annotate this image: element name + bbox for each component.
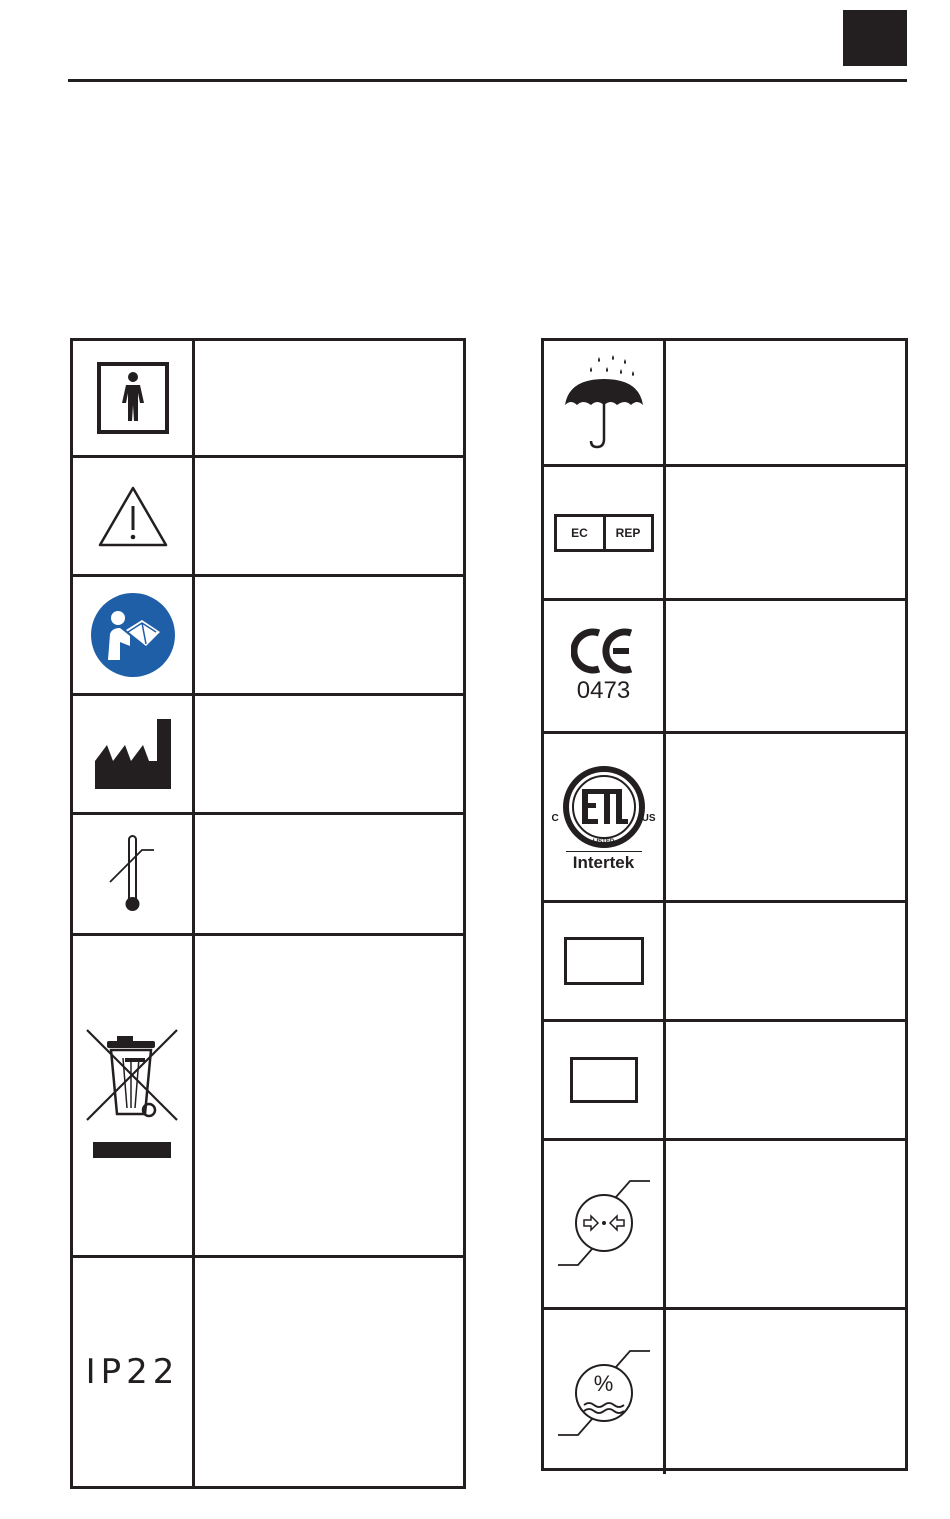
ec-rep-ec-label: EC — [557, 517, 606, 549]
notified-body-number: 0473 — [576, 677, 631, 704]
symbols-table-right — [541, 338, 908, 1471]
symbol-row — [544, 1141, 905, 1310]
symbol-description — [666, 341, 905, 464]
humidity-percent-label: % — [593, 1371, 614, 1396]
symbols-table-left — [70, 338, 466, 1489]
ec-rep-rep-label: REP — [615, 525, 641, 540]
symbol-row — [73, 815, 463, 936]
etl-rule — [566, 851, 642, 852]
weee-crossed-bin-icon — [83, 1028, 183, 1164]
intertek-label: Intertek — [572, 853, 635, 872]
symbol-row — [544, 467, 905, 601]
header-rule — [68, 79, 907, 82]
symbol-row — [544, 341, 905, 467]
symbol-description — [666, 903, 905, 1019]
symbol-description — [666, 1141, 905, 1307]
symbol-description — [666, 601, 905, 731]
symbol-row — [544, 1310, 905, 1474]
symbol-row — [544, 1022, 905, 1141]
blank-box-icon — [564, 937, 644, 985]
etl-us-label: US — [641, 813, 656, 824]
read-manual-icon — [90, 592, 176, 678]
bf-applied-part-icon — [96, 361, 170, 435]
etl-listed-label: LISTED — [592, 839, 615, 845]
symbol-row — [544, 601, 905, 734]
symbol-cell — [73, 696, 195, 812]
etl-c-label: C — [551, 813, 559, 824]
etl-listed-icon — [551, 765, 656, 872]
symbol-row — [73, 458, 463, 577]
symbol-cell — [73, 815, 195, 933]
ce-mark-icon — [571, 627, 637, 675]
symbol-description — [195, 1258, 463, 1486]
symbol-cell — [544, 734, 666, 900]
symbol-row — [73, 936, 463, 1258]
symbol-description — [666, 1022, 905, 1138]
keep-dry-umbrella-icon — [559, 353, 649, 453]
symbol-cell — [544, 341, 666, 464]
symbol-description — [195, 696, 463, 812]
symbol-row — [73, 696, 463, 815]
symbol-cell — [544, 601, 666, 731]
symbol-cell — [544, 1022, 666, 1138]
symbol-row — [73, 1258, 463, 1486]
symbol-cell — [73, 577, 195, 693]
symbol-row — [544, 903, 905, 1022]
symbol-description — [195, 936, 463, 1255]
pressure-limit-icon — [556, 1179, 652, 1269]
symbol-description — [195, 815, 463, 933]
symbol-cell — [544, 1141, 666, 1307]
symbol-row — [544, 734, 905, 903]
symbol-cell — [73, 458, 195, 574]
temperature-limit-icon — [108, 834, 158, 914]
symbol-description — [666, 1310, 905, 1474]
symbol-description — [195, 341, 463, 455]
ec-rep-icon — [554, 514, 654, 552]
symbol-description — [195, 577, 463, 693]
symbol-description — [666, 734, 905, 900]
blank-box-icon — [570, 1057, 638, 1103]
symbol-cell — [544, 467, 666, 598]
symbol-row — [73, 577, 463, 696]
manufacturer-icon — [93, 717, 173, 791]
humidity-limit-icon — [556, 1347, 652, 1437]
ip-rating-icon: IP22 — [85, 1352, 180, 1392]
chapter-tab — [843, 10, 907, 66]
symbol-cell — [73, 1258, 195, 1486]
symbol-description — [666, 467, 905, 598]
warning-triangle-icon — [97, 484, 169, 548]
symbol-row — [73, 341, 463, 458]
symbol-cell — [73, 341, 195, 455]
symbol-cell — [544, 1310, 666, 1474]
symbol-cell — [544, 903, 666, 1019]
symbol-description — [195, 458, 463, 574]
symbol-cell — [73, 936, 195, 1255]
